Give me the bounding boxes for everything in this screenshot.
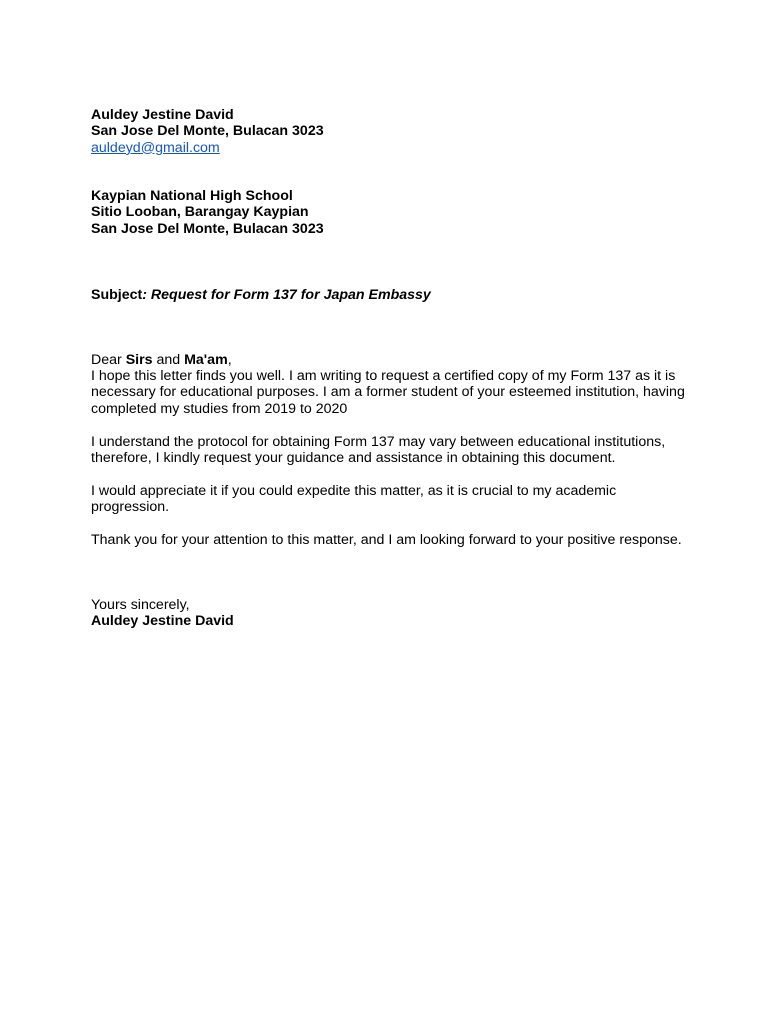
paragraph-line: therefore, I kindly request your guidance and assistance in obtaining this document. (91, 450, 616, 467)
paragraph-line: I would appreciate it if you could expedite this matter, as it is crucial to my academic (91, 483, 617, 499)
body-paragraph-1 (91, 368, 691, 417)
subject-line (91, 287, 691, 303)
valediction: Yours sincerely, (91, 597, 190, 613)
salutation-dear: Dear (91, 352, 126, 368)
sender-name: Auldey Jestine David (91, 107, 234, 123)
paragraph-line: progression. (91, 499, 170, 516)
paragraph-line: Thank you for your attention to this matter, and I am looking forward to your positive response. (91, 532, 682, 548)
paragraph-line: necessary for educational purposes. I am a former student of your esteemed institution, having (91, 384, 685, 401)
sender-block (91, 107, 691, 156)
signature-name: Auldey Jestine David (91, 613, 234, 630)
subject-label: Subject (91, 287, 143, 303)
salutation (91, 352, 691, 368)
body-paragraph-4 (91, 532, 691, 548)
recipient-block (91, 188, 691, 237)
paragraph-line: I hope this letter finds you well. I am writing to request a certified copy of my Form 137 as it is (91, 368, 676, 384)
recipient-school: Kaypian National High School (91, 188, 293, 204)
subject-text: : Request for Form 137 for Japan Embassy (142, 287, 431, 303)
salutation-and: and (152, 352, 185, 368)
body-paragraph-3 (91, 483, 691, 516)
salutation-comma: , (227, 352, 232, 368)
paragraph-line: completed my studies from 2019 to 2020 (91, 400, 348, 417)
salutation-maam: Ma'am (184, 352, 228, 368)
sender-email-link[interactable]: auldeyd@gmail.com (91, 139, 220, 156)
sender-address: San Jose Del Monte, Bulacan 3023 (91, 123, 324, 140)
recipient-street: Sitio Looban, Barangay Kaypian (91, 204, 309, 221)
closing-block (91, 597, 691, 630)
recipient-city: San Jose Del Monte, Bulacan 3023 (91, 220, 324, 237)
salutation-sirs: Sirs (125, 352, 153, 368)
paragraph-line: I understand the protocol for obtaining Form 137 may vary between educational institutions, (91, 434, 666, 450)
body-paragraph-2 (91, 434, 691, 467)
